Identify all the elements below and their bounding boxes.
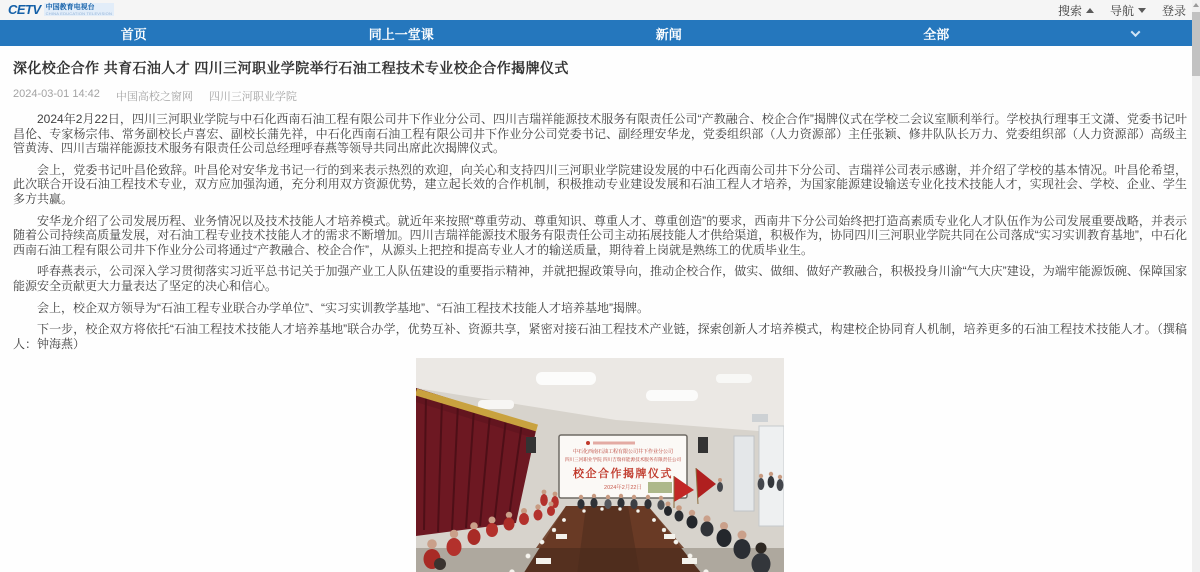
article-paragraph: 2024年2月22日，四川三河职业学院与中石化西南石油工程有限公司井下作业分公司、四川吉瑞祥能源技术服务有限责任公司“产教融合、校企合作”揭牌仪式在学校二会议室顺利举行。学校执行理事王文潇、党委书记叶昌伦、专家杨宗伟、常务副校长卢喜宏、副校长蒲先祥，中石化西南石油工程有限公司井下作业分公司党委书记、副经理安华龙，党委组织部（人力资源部）主任张颖、修井队队长万力、党委组织部（人力资源部）高级主管黄涛、四川吉瑞祥能源技术服务有限责任公司总经理呼春燕等领导共同出席此次揭牌仪式。	[13, 112, 1187, 156]
navigation-link-label: 导航	[1109, 3, 1134, 18]
top-links	[1058, 2, 1186, 19]
top-header	[0, 0, 1200, 20]
article-source: 中国高校之窗网	[115, 91, 193, 103]
chevron-down-icon	[1130, 27, 1140, 37]
cetv-logo-en: CHINA EDUCATION TELEVISION	[45, 11, 113, 16]
article-paragraph: 呼春燕表示，公司深入学习贯彻落实习近平总书记关于加强产业工人队伍建设的重要指示精神，并就把握政策导向，推动企校合作，做实、做细、做好产教融合，积极投身川渝“气大庆”建设，为端牢能源饭碗、保障国家能源安全贡献更大力量表达了坚定的决心和信心。	[13, 264, 1187, 293]
article-paragraph: 会上，校企双方领导为“石油工程专业联合办学单位”、“实习实训教学基地”、“石油工程技术技能人才培养基地”揭牌。	[37, 300, 649, 315]
main-navbar	[0, 20, 1200, 46]
cetv-logo-cn: 中国教育电视台	[45, 4, 95, 11]
photo-screen-title: 校企合作揭牌仪式	[573, 468, 673, 481]
article-paragraph: 下一步，校企双方将依托“石油工程技术技能人才培养基地”联合办学，优势互补、资源共享，紧密对接石油工程技术产业链，探索创新人才培养模式，构建校企协同育人机制，培养更多的石油工程技术技能人才。（撰稿人：钟海燕）	[13, 322, 1187, 351]
article-title: 深化校企合作 共育石油人才 四川三河职业学院举行石油工程技术专业校企合作揭牌仪式	[13, 60, 569, 76]
article-photo	[416, 358, 784, 572]
photo-speaker-left	[526, 437, 536, 453]
nav-item-home[interactable]: 首页	[120, 26, 147, 42]
cetv-logo-text: CETV	[8, 2, 41, 17]
photo-screen-date: 2024年2月22日	[604, 485, 642, 492]
navigation-caret-down-icon	[1138, 8, 1146, 13]
article-meta	[13, 88, 1187, 104]
login-link[interactable]	[1162, 2, 1186, 19]
nav-item-all[interactable]: 全部	[923, 26, 950, 42]
nav-expand-chevron[interactable]	[1070, 20, 1200, 46]
nav-item-news[interactable]: 新闻	[655, 26, 682, 42]
search-caret-up-icon	[1086, 8, 1094, 13]
article-body	[0, 46, 1200, 572]
scrollbar-thumb[interactable]	[1192, 12, 1200, 76]
article-datetime: 2024-03-01 14:42	[13, 88, 100, 100]
search-link[interactable]	[1058, 2, 1094, 19]
photo-screen-line2: 四川三河职业学院 四川吉瑞祥能源技术服务有限责任公司	[564, 457, 682, 463]
article-paragraph: 安华龙介绍了公司发展历程、业务情况以及技术技能人才培养模式。就近年来按照“尊重劳动、尊重知识、尊重人才、尊重创造”的要求，西南井下分公司始终把打造高素质专业化人才队伍作为公司发展重要战略，并表示随着公司持续高质量发展，对石油工程专业技术技能人才的需求不断增加。四川吉瑞祥能源技术服务有限责任公司主动拓展技能人才供给渠道，积极作为，协同四川三河职业学院共同在公司落成“实习实训教育基地”，中石化西南石油工程有限公司井下作业分公司将通过“产教融合、校企合作”，从源头上把控和提高专业人才的输送质量，期待着上岗就是熟练工的优质毕业生。	[13, 213, 1187, 257]
photo-speaker-right	[698, 437, 708, 453]
navigation-link[interactable]	[1110, 2, 1146, 19]
nav-item-same-lesson[interactable]: 同上一堂课	[368, 26, 434, 42]
article-org: 四川三河职业学院	[208, 91, 297, 103]
article-paragraph: 会上，党委书记叶昌伦致辞。叶昌伦对安华龙书记一行的到来表示热烈的欢迎，向关心和支持四川三河职业学院建设发展的中石化西南公司井下分公司、吉瑞祥公司表示感谢，并介绍了学校的基本情况。叶昌伦希望，此次联合开设石油工程技术专业，双方应加强沟通，充分利用双方资源优势，建立起长效的合作机制，积极推动专业建设发展和石油工程人才培养，为国家能源建设输送专业化技术技能人才，实现社会、学校、企业、学生多方共赢。	[13, 162, 1187, 206]
cetv-logo-cn-block	[44, 3, 114, 16]
photo-screen-line1: 中石化西南石油工程有限公司井下作业分公司	[572, 449, 674, 456]
photo-screen	[559, 435, 687, 498]
scrollbar-up-arrow-icon	[1193, 3, 1199, 7]
login-link-label: 登录	[1161, 3, 1186, 18]
cetv-logo[interactable]	[8, 3, 114, 17]
search-link-label: 搜索	[1057, 3, 1082, 18]
scrollbar[interactable]	[1192, 0, 1200, 572]
